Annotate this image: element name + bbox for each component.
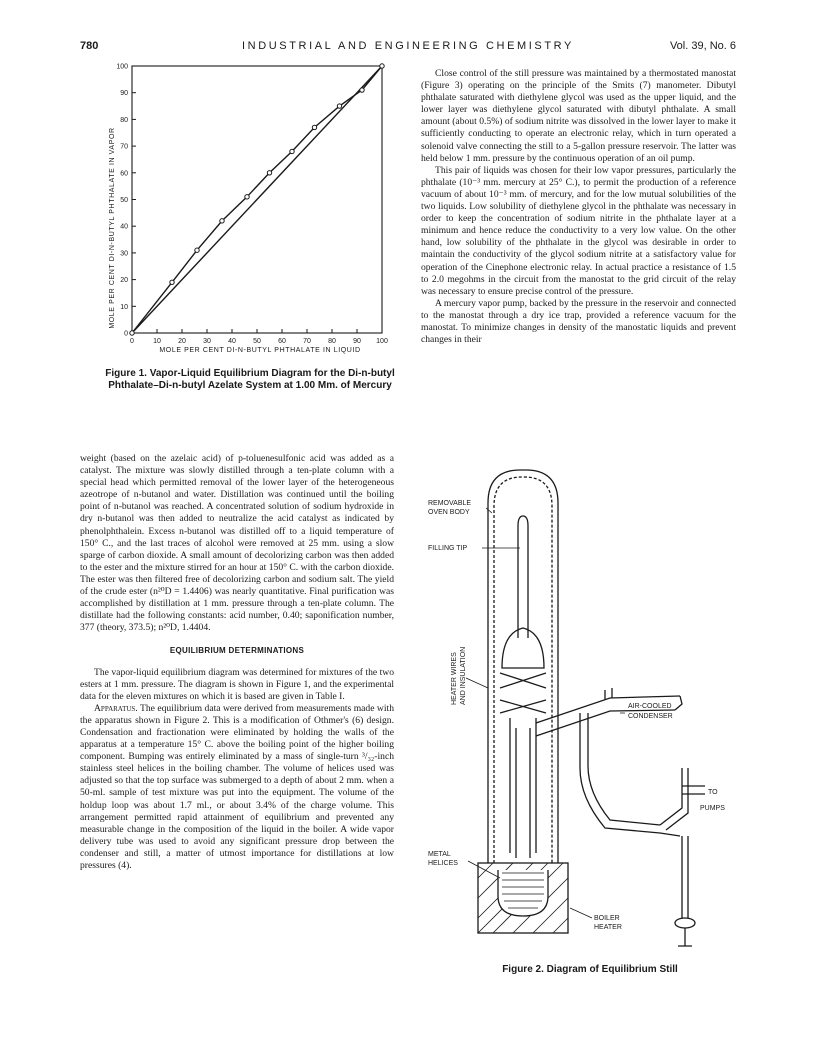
y-tick-label: 100 xyxy=(116,63,128,71)
helices-label-2: HELICES xyxy=(428,860,458,867)
figure-2-caption: Figure 2. Diagram of Equilibrium Still xyxy=(502,964,678,975)
pumps-label: PUMPS xyxy=(700,805,725,812)
y-tick-label: 90 xyxy=(120,90,128,98)
y-tick-label: 10 xyxy=(120,303,128,311)
y-tick-label: 0 xyxy=(124,330,128,338)
helices-label-1: METAL xyxy=(428,851,451,858)
condenser-label-2: CONDENSER xyxy=(628,713,673,720)
y-tick-label: 80 xyxy=(120,116,128,124)
data-point xyxy=(290,149,294,153)
oven-body-inner xyxy=(494,477,552,863)
paragraph: A mercury vapor pump, backed by the pressure in the reservoir and connected to the manostat through a dry ice trap, provided a reference vacuum for the manostat. To minimize changes in density of the manostatic liquids and prevent changes in their xyxy=(421,297,736,346)
stopcock-stem xyxy=(678,928,692,946)
paragraph: Close control of the still pressure was maintained by a thermostated manostat (Figure 3) operating on the principle of the Smits (7) manometer. Dibutyl phthalate saturated with diethylene glycol was used as the upper liquid, and the lower layer was diethylene glycol saturated with dibutyl phthalate. A small amount (about 0.5%) of sodium nitrite was dissolved in the lower layer to make it sufficiently conducting to operate an electronic relay, which in turn operated a solenoid valve connecting the still to a 5-gallon pressure reservoir. The latter was held below 1 mm. pressure by the continuous operation of an oil pump. xyxy=(421,68,736,164)
return-drop xyxy=(660,768,688,830)
heater-label-1: HEATER WIRES xyxy=(451,652,458,705)
data-point xyxy=(337,104,341,108)
diagonal-line xyxy=(132,66,382,333)
boiler-vessel xyxy=(498,870,548,916)
x-tick-label: 40 xyxy=(228,338,236,345)
figure-1-caption: Figure 1. Vapor-Liquid Equilibrium Diagram for the Di-n-butyl Phthalate–Di-n-butyl Azelate System at 1.00 Mm. of Mercury xyxy=(105,368,395,391)
run-in-heading: Apparatus. xyxy=(94,702,138,714)
filling-tip-label: FILLING TIP xyxy=(428,545,468,552)
paragraph xyxy=(80,703,394,872)
paragraph-body: The equilibrium data were derived from measurements made with the apparatus shown in Figure 2. This is a modification of Othmer's (6) design. Condensation and fractionation were eliminated by holding the walls of the apparatus at a temperature 15° C. above the boiling point of the higher boiling component. Bumping was entirely eliminated by a mass of single-turn ³/₃₂-inch stainless steel helices in the boiling chamber. The volume of helices used was adjusted so that the top surface was submerged to a depth of about 2 mm. when a 50-ml. sample of test mixture was put into the equipment. The volume of the holdup loop was about 1.7 ml., or about 3.4% of the charge volume. This arrangement permitted rapid attainment of equilibrium and prevented any measurable change in the composition of the liquid in the boiler. A wide vapor delivery tube was used to avoid any significant pressure drop between the condenser and still, a matter of utmost importance for distillations at low pressures (4). xyxy=(80,702,394,871)
data-point xyxy=(170,280,174,284)
x-tick-label: 0 xyxy=(130,338,134,345)
data-point xyxy=(220,219,224,223)
oven-label-2: OVEN BODY xyxy=(428,509,470,516)
x-tick-label: 20 xyxy=(178,338,186,345)
heater-label-2: AND INSULATION xyxy=(460,646,467,705)
condenser-tip xyxy=(675,696,682,710)
stopcock xyxy=(682,836,688,918)
x-tick-label: 30 xyxy=(203,338,211,345)
y-tick-label: 20 xyxy=(120,277,128,285)
condenser-label-1: AIR-COOLED xyxy=(628,703,672,710)
paragraph: The vapor-liquid equilibrium diagram was determined for mixtures of the two esters at 1 mm. pressure. The diagram is shown in Figure 1, and the experimental data for the eleven mixtures on which it is based are given in Table I. xyxy=(80,666,394,702)
equilibrium-chart-svg xyxy=(92,58,402,358)
helix-section xyxy=(500,673,546,713)
y-tick-label: 50 xyxy=(120,197,128,204)
data-point xyxy=(380,64,384,68)
boiler-label-1: BOILER xyxy=(594,915,620,922)
journal-title: INDUSTRIAL AND ENGINEERING CHEMISTRY xyxy=(242,40,574,52)
section-heading: EQUILIBRIUM DETERMINATIONS xyxy=(169,646,305,656)
figure-1-chart xyxy=(92,58,402,358)
data-point xyxy=(245,195,249,199)
stopcock-valve xyxy=(675,918,695,928)
bulb xyxy=(502,628,544,668)
x-tick-label: 100 xyxy=(376,338,388,345)
x-tick-label: 80 xyxy=(328,338,336,345)
x-tick-label: 60 xyxy=(278,338,286,345)
paragraph: weight (based on the azelaic acid) of p-toluenesulfonic acid was added as a catalyst. The mixture was slowly distilled through a ten-plate column with a special head which permitted removal of the lower layer of the heterogeneous azeotrope of n-butanol and water. Distillation was continued until the boiling point of n-butanol was reached. A concentrated solution of sodium hydroxide in dry n-butanol was then added to neutralize the acid catalyst as indicated by phenolphthalein. Excess n-butanol was distilled off to a liquid temperature of 150° C., and the last traces of alcohol were removed at 25 mm. using a slow sparge of carbon dioxide. A small amount of decolorizing carbon was then added to the ester and the mixture stirred for an hour at 150° C. with the carbon dioxide. The ester was then filtered free of decolorizing carbon and sodium salt. The yield of the crude ester (n²⁰D = 1.4406) was nearly quantitative. Final purification was accomplished by distillation at 1 mm. pressure through a ten-plate column. The distillate had the following constants: acid number, 0.40; saponification number, 377 (theory, 373.5); n²⁰D, 1.4404. xyxy=(80,453,394,634)
y-tick-label: 40 xyxy=(120,223,128,231)
equilibrium-still-diagram xyxy=(420,468,750,968)
x-tick-label: 70 xyxy=(303,338,311,345)
running-header xyxy=(80,40,736,56)
data-point xyxy=(312,125,316,129)
boiler-label-2: HEATER xyxy=(594,924,622,931)
vapor-tube xyxy=(510,718,536,858)
to-label: TO xyxy=(708,789,718,796)
y-tick-label: 30 xyxy=(120,250,128,258)
y-tick-label: 70 xyxy=(120,143,128,151)
page-number: 780 xyxy=(80,40,99,52)
figure-2-diagram xyxy=(420,468,750,968)
return-leg xyxy=(580,713,680,836)
paragraph: This pair of liquids was chosen for their low vapor pressures, particularly the phthalate (10⁻³ mm. mercury at 25° C.), to permit the production of a reference vacuum of about 10⁻³ mm. of mercury, and for the low mutual solubilities of the two liquids. Low solubility of diethylene glycol in the phthalate was necessary in order to keep the concentration of sodium nitrite in the phthalate layer at a minimum and hence reduce the conductivity to a very low value. On the other hand, low solubility of the phthalate in the glycol was desirable in order to maintain the conductivity of the glycol sodium nitrite at a satisfactory value for operation of the Cinephone electronic relay. In actual practice a resistance of 1.5 to 2.0 megohms in the circuit from the manostat to the grid circuit of the relay was necessary to ensure precise control of the pressure. xyxy=(421,164,736,297)
x-tick-label: 10 xyxy=(153,338,161,345)
x-tick-label: 50 xyxy=(253,338,261,345)
right-column xyxy=(421,68,736,346)
left-column xyxy=(80,453,394,872)
data-point xyxy=(360,88,364,92)
oven-label-1: REMOVABLE xyxy=(428,500,472,507)
data-point xyxy=(195,248,199,252)
data-point xyxy=(130,331,134,335)
x-tick-label: 90 xyxy=(353,338,361,345)
oven-body-outer xyxy=(488,470,558,863)
pumps-line xyxy=(682,786,705,794)
data-point xyxy=(267,171,271,175)
y-axis-label: MOLE PER CENT DI-N-BUTYL PHTHALATE IN VAPOR xyxy=(109,127,116,329)
y-tick-label: 60 xyxy=(120,170,128,178)
volume-issue: Vol. 39, No. 6 xyxy=(669,40,736,52)
filling-tip-tube xyxy=(518,516,528,638)
x-axis-label: MOLE PER CENT DI-N-BUTYL PHTHALATE IN LIQUID xyxy=(159,347,361,354)
